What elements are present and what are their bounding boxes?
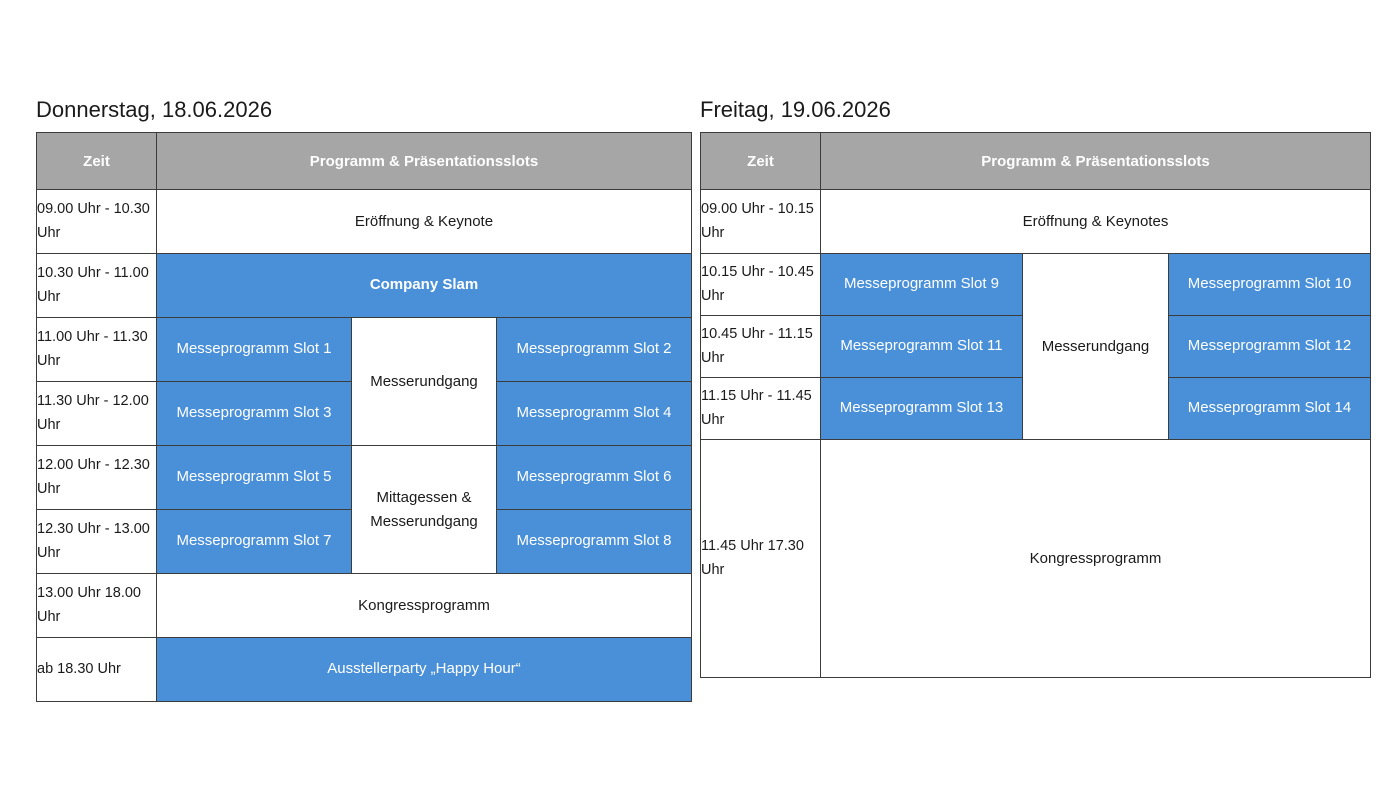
column-header-program: Programm & Präsentationsslots (821, 133, 1371, 190)
time-cell: 11.00 Uhr - 11.30 Uhr (37, 318, 157, 382)
time-cell: 12.30 Uhr - 13.00 Uhr (37, 510, 157, 574)
slot-cell: Messeprogramm Slot 8 (497, 510, 692, 574)
program-cell-party: Ausstellerparty „Happy Hour“ (157, 638, 692, 702)
slot-cell: Messeprogramm Slot 10 (1169, 254, 1371, 316)
program-cell-opening: Eröffnung & Keynotes (821, 190, 1371, 254)
time-cell: 12.00 Uhr - 12.30 Uhr (37, 446, 157, 510)
day-block-thursday (36, 96, 691, 702)
time-cell: 11.45 Uhr 17.30 Uhr (701, 440, 821, 678)
slot-cell: Messeprogramm Slot 14 (1169, 378, 1371, 440)
column-header-program: Programm & Präsentationsslots (157, 133, 692, 190)
slot-cell: Messeprogramm Slot 9 (821, 254, 1023, 316)
slot-cell: Messeprogramm Slot 13 (821, 378, 1023, 440)
time-cell: 10.30 Uhr - 11.00 Uhr (37, 254, 157, 318)
table-row (37, 574, 692, 638)
time-cell: 09.00 Uhr - 10.30 Uhr (37, 190, 157, 254)
slot-cell: Messeprogramm Slot 11 (821, 316, 1023, 378)
mittagessen-cell: Mittagessen & Messerundgang (352, 446, 497, 574)
table-row (701, 190, 1371, 254)
time-cell: 10.45 Uhr - 11.15 Uhr (701, 316, 821, 378)
messerundgang-cell: Messerundgang (1023, 254, 1169, 440)
slot-cell: Messeprogramm Slot 5 (157, 446, 352, 510)
messerundgang-cell: Messerundgang (352, 318, 497, 446)
program-cell-opening: Eröffnung & Keynote (157, 190, 692, 254)
slot-cell: Messeprogramm Slot 3 (157, 382, 352, 446)
table-row (37, 190, 692, 254)
slot-cell: Messeprogramm Slot 2 (497, 318, 692, 382)
table-row (37, 254, 692, 318)
day-title-thursday: Donnerstag, 18.06.2026 (36, 97, 273, 122)
schedule-table-thursday (36, 132, 692, 702)
time-cell: 13.00 Uhr 18.00 Uhr (37, 574, 157, 638)
schedule-table-friday (700, 132, 1371, 678)
table-row (37, 638, 692, 702)
slot-cell: Messeprogramm Slot 4 (497, 382, 692, 446)
time-cell: 10.15 Uhr - 10.45 Uhr (701, 254, 821, 316)
program-cell-kongress: Kongressprogramm (821, 440, 1371, 678)
slot-cell: Messeprogramm Slot 12 (1169, 316, 1371, 378)
slot-cell: Messeprogramm Slot 1 (157, 318, 352, 382)
slot-cell: Messeprogramm Slot 7 (157, 510, 352, 574)
table-row (701, 254, 1371, 316)
time-cell: 11.15 Uhr - 11.45 Uhr (701, 378, 821, 440)
table-row (701, 440, 1371, 678)
program-cell-company-slam: Company Slam (157, 254, 692, 318)
table-header-row (701, 133, 1371, 190)
time-cell: 11.30 Uhr - 12.00 Uhr (37, 382, 157, 446)
table-row (37, 446, 692, 510)
time-cell: ab 18.30 Uhr (37, 638, 157, 702)
table-header-row (37, 133, 692, 190)
slot-cell: Messeprogramm Slot 6 (497, 446, 692, 510)
column-header-time: Zeit (701, 133, 821, 190)
column-header-time: Zeit (37, 133, 157, 190)
table-row (37, 318, 692, 382)
time-cell: 09.00 Uhr - 10.15 Uhr (701, 190, 821, 254)
day-block-friday (700, 96, 1370, 678)
program-cell-kongress: Kongressprogramm (157, 574, 692, 638)
day-title-friday: Freitag, 19.06.2026 (700, 97, 891, 122)
